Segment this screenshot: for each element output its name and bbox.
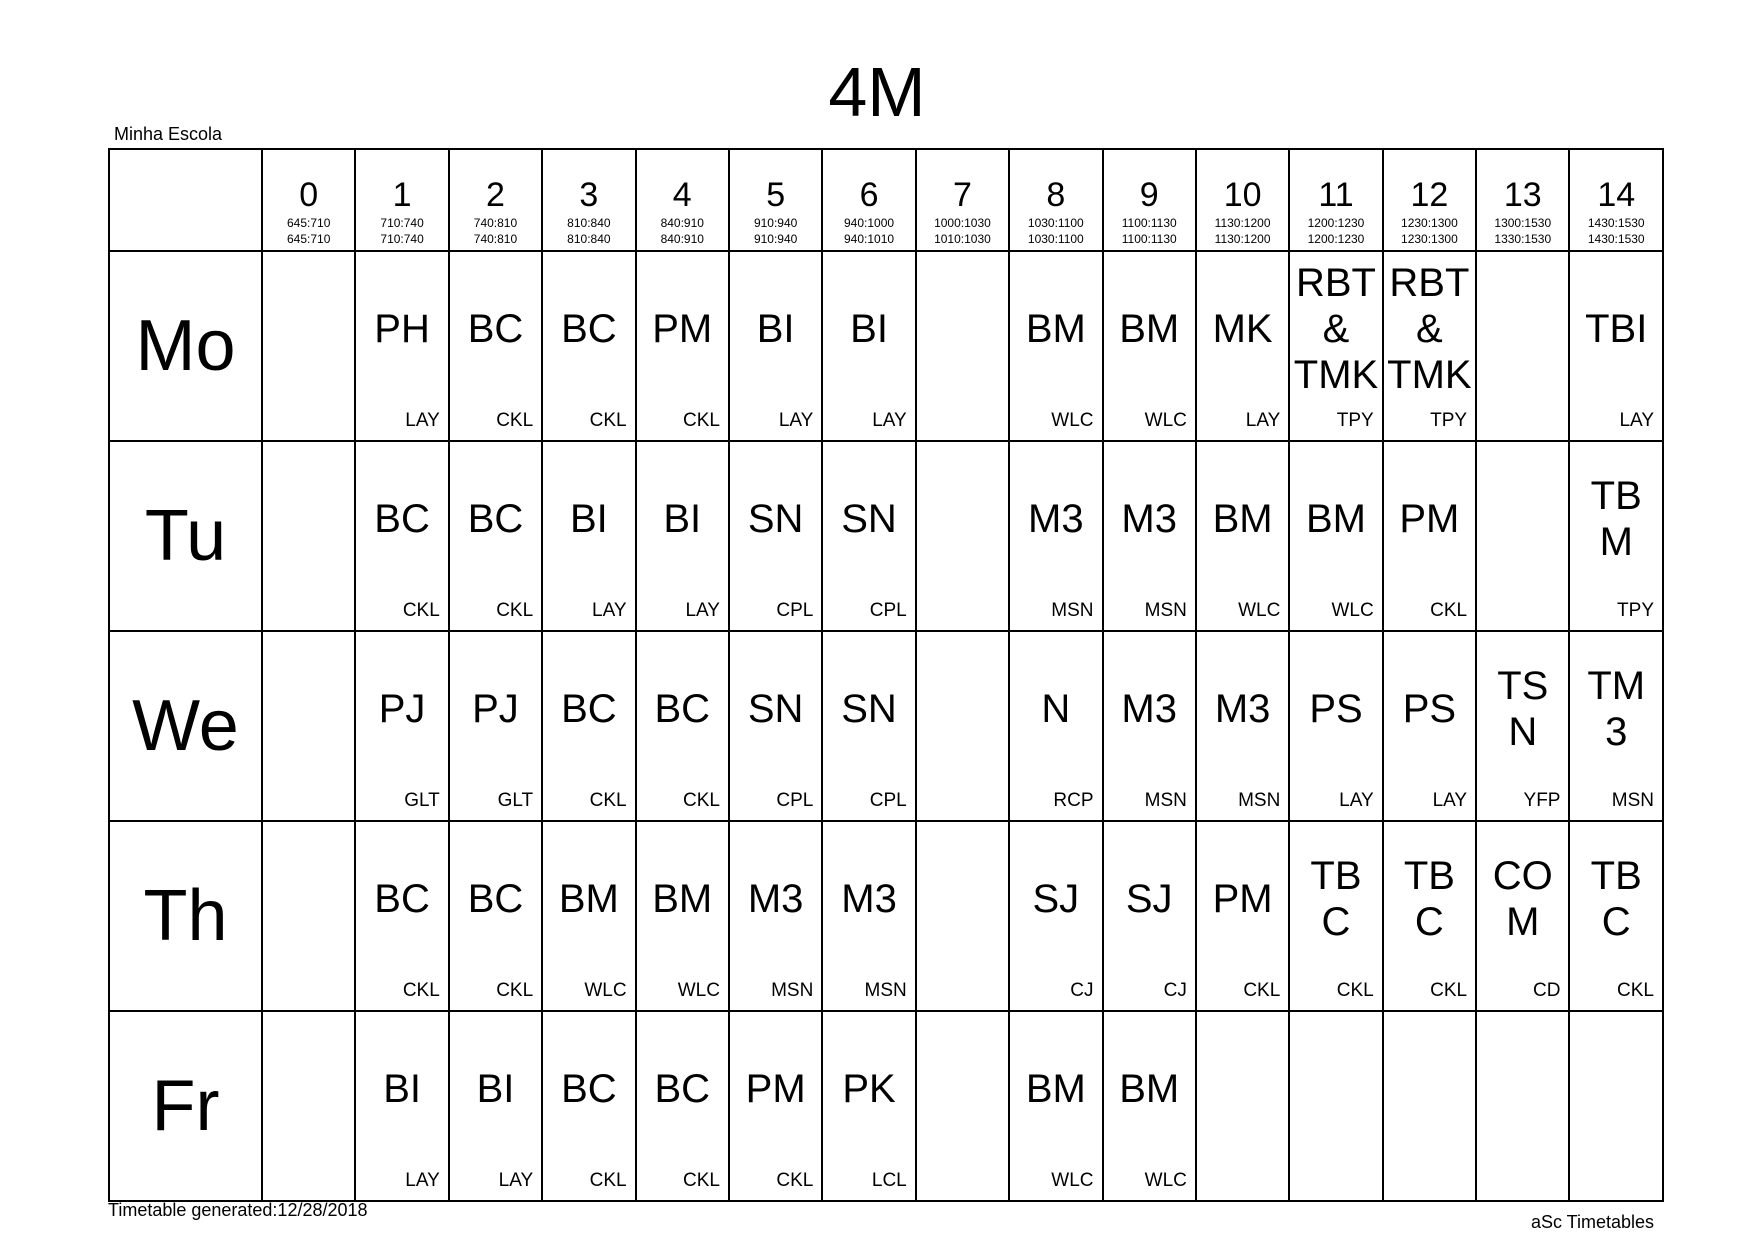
- subject-code: M3: [747, 877, 804, 921]
- teacher-code: LAY: [1619, 410, 1654, 431]
- teacher-code: CKL: [589, 1170, 627, 1191]
- lesson-cell: [1383, 821, 1476, 1011]
- lesson-cell: [355, 441, 448, 631]
- teacher-code: LAY: [1245, 410, 1281, 431]
- period-header: [1383, 149, 1476, 251]
- lesson-cell: [1476, 631, 1569, 821]
- brand-label: aSc Timetables: [1530, 1212, 1654, 1232]
- subject-code: BC: [374, 497, 430, 541]
- subject-code: TB C: [1590, 854, 1642, 944]
- teacher-code: CKL: [1430, 600, 1468, 621]
- subject-code: PK: [842, 1067, 896, 1111]
- lesson-cell: [822, 631, 915, 821]
- lesson-cell: [822, 441, 915, 631]
- teacher-code: LAY: [592, 600, 627, 621]
- teacher-code: CPL: [869, 600, 907, 621]
- lesson-cell: [355, 821, 448, 1011]
- teacher-code: LCL: [871, 1170, 907, 1191]
- teacher-code: LAY: [685, 600, 720, 621]
- subject-code: BM: [558, 877, 619, 921]
- period-number: 1: [392, 176, 412, 214]
- period-time: 810:840: [567, 216, 611, 230]
- period-time: 840:910: [660, 216, 704, 230]
- period-number: 4: [672, 176, 692, 214]
- lesson-cell: [542, 441, 635, 631]
- subject-code: PM: [1399, 497, 1460, 541]
- teacher-code: WLC: [677, 980, 720, 1001]
- lesson-cell: [355, 1011, 448, 1201]
- period-number: 0: [299, 176, 319, 214]
- subject-code: SN: [747, 687, 804, 731]
- subject-code: SN: [841, 687, 897, 731]
- period-time: 910:940: [753, 232, 798, 246]
- period-time: 940:1010: [844, 232, 895, 246]
- subject-code: BM: [1212, 497, 1273, 541]
- subject-code: TS N: [1497, 664, 1549, 754]
- lesson-cell: [542, 251, 635, 441]
- period-time: 1000:1030: [934, 216, 991, 230]
- period-time: 840:910: [660, 232, 704, 246]
- teacher-code: CKL: [496, 600, 534, 621]
- teacher-code: CKL: [1336, 980, 1374, 1001]
- subject-code: PS: [1309, 687, 1363, 731]
- teacher-code: CKL: [1617, 980, 1654, 1001]
- teacher-code: LAY: [405, 410, 440, 431]
- lesson-cell: [1103, 1011, 1196, 1201]
- lesson-cell: [1009, 821, 1102, 1011]
- lesson-cell: [1009, 1011, 1102, 1201]
- lesson-cell: [729, 631, 822, 821]
- lesson-cell: [729, 441, 822, 631]
- lesson-cell: [1196, 251, 1289, 441]
- subject-code: BI: [383, 1067, 421, 1111]
- subject-code: M3: [1121, 497, 1177, 541]
- lesson-cell: [636, 1011, 729, 1201]
- period-header: [1196, 149, 1289, 251]
- day-row: [109, 1011, 1663, 1201]
- teacher-code: RCP: [1053, 790, 1094, 811]
- period-time: 740:810: [473, 216, 518, 230]
- lesson-cell: [542, 821, 635, 1011]
- period-time: 1200:1230: [1307, 232, 1365, 246]
- teacher-code: MSN: [1238, 790, 1281, 811]
- teacher-code: CKL: [682, 1170, 720, 1191]
- subject-code: SN: [747, 497, 804, 541]
- lesson-cell: [822, 821, 915, 1011]
- period-header: [1009, 149, 1102, 251]
- teacher-code: CKL: [1243, 980, 1281, 1001]
- subject-code: PM: [652, 307, 713, 351]
- period-time: 940:1000: [844, 216, 895, 230]
- lesson-cell: [1103, 631, 1196, 821]
- corner-cell: [109, 149, 262, 251]
- day-row: [109, 821, 1663, 1011]
- lesson-cell: [1196, 821, 1289, 1011]
- school-name: Minha Escola: [114, 124, 223, 144]
- lesson-cell: [1289, 441, 1382, 631]
- period-number: 9: [1139, 176, 1159, 214]
- lesson-cell: [1196, 631, 1289, 821]
- teacher-code: CD: [1533, 980, 1561, 1001]
- lesson-cell: [729, 821, 822, 1011]
- period-time: 1330:1530: [1494, 232, 1552, 246]
- period-header: [355, 149, 448, 251]
- subject-code: RBT & TMK: [1387, 261, 1472, 397]
- day-row: [109, 631, 1663, 821]
- subject-code: BC: [467, 307, 524, 351]
- teacher-code: LAY: [778, 410, 814, 431]
- subject-code: MK: [1212, 307, 1273, 351]
- lesson-cell: [449, 251, 542, 441]
- lesson-cell: [916, 1011, 1009, 1201]
- day-label: Fr: [109, 1011, 262, 1201]
- period-time: 1300:1530: [1494, 216, 1552, 230]
- teacher-code: CKL: [589, 790, 627, 811]
- lesson-cell: [449, 821, 542, 1011]
- period-time: 910:940: [753, 216, 798, 230]
- lesson-cell: [1289, 631, 1382, 821]
- period-time: 1230:1300: [1401, 216, 1458, 230]
- period-time: 1010:1030: [934, 232, 991, 246]
- period-header: [542, 149, 635, 251]
- period-header: [1289, 149, 1382, 251]
- teacher-code: CKL: [496, 410, 534, 431]
- period-number: 3: [579, 176, 599, 214]
- lesson-cell: [449, 1011, 542, 1201]
- teacher-code: CPL: [776, 600, 814, 621]
- subject-code: BM: [652, 877, 713, 921]
- lesson-cell: [916, 821, 1009, 1011]
- teacher-code: MSN: [1051, 600, 1094, 621]
- lesson-cell: [1383, 441, 1476, 631]
- subject-code: BC: [654, 687, 711, 731]
- teacher-code: CKL: [589, 410, 627, 431]
- lesson-cell: [729, 251, 822, 441]
- period-header: [449, 149, 542, 251]
- subject-code: TB M: [1590, 474, 1642, 564]
- subject-code: BC: [561, 1067, 617, 1111]
- subject-code: TB C: [1310, 854, 1362, 944]
- lesson-cell: [1009, 631, 1102, 821]
- teacher-code: LAY: [405, 1170, 440, 1191]
- lesson-cell: [262, 1011, 355, 1201]
- lesson-cell: [916, 251, 1009, 441]
- teacher-code: WLC: [1331, 600, 1374, 621]
- teacher-code: MSN: [1144, 790, 1187, 811]
- period-number: 12: [1410, 176, 1449, 214]
- teacher-code: WLC: [1238, 600, 1281, 621]
- teacher-code: GLT: [497, 790, 534, 811]
- lesson-cell: [1009, 441, 1102, 631]
- subject-code: BI: [569, 497, 608, 541]
- teacher-code: LAY: [1432, 790, 1468, 811]
- subject-code: BC: [654, 1067, 711, 1111]
- teacher-code: TPY: [1336, 410, 1374, 431]
- subject-code: PM: [745, 1067, 806, 1111]
- period-time: 1430:1530: [1587, 232, 1645, 246]
- lesson-cell: [1569, 631, 1663, 821]
- period-number: 6: [859, 176, 879, 214]
- lesson-cell: [1476, 251, 1569, 441]
- teacher-code: CKL: [682, 410, 720, 431]
- teacher-code: WLC: [1144, 410, 1187, 431]
- lesson-cell: [262, 251, 355, 441]
- lesson-cell: [1196, 1011, 1289, 1201]
- teacher-code: CPL: [869, 790, 907, 811]
- period-time: 1200:1230: [1307, 216, 1365, 230]
- day-label: Mo: [109, 251, 262, 441]
- period-time: 1100:1130: [1121, 216, 1177, 230]
- teacher-code: MSN: [1144, 600, 1187, 621]
- subject-code: BC: [374, 877, 430, 921]
- lesson-cell: [1196, 441, 1289, 631]
- lesson-cell: [355, 251, 448, 441]
- subject-code: SN: [841, 497, 897, 541]
- period-time: 645:710: [287, 216, 331, 230]
- lesson-cell: [355, 631, 448, 821]
- lesson-cell: [916, 441, 1009, 631]
- subject-code: CO M: [1492, 854, 1553, 944]
- teacher-code: CPL: [776, 790, 814, 811]
- period-number: 5: [766, 176, 786, 214]
- teacher-code: WLC: [1051, 1170, 1094, 1191]
- period-header: [262, 149, 355, 251]
- lesson-cell: [729, 1011, 822, 1201]
- timetable: [108, 148, 1664, 1202]
- teacher-code: GLT: [404, 790, 440, 811]
- subject-code: BC: [561, 307, 617, 351]
- period-header-row: [109, 149, 1663, 251]
- lesson-cell: [449, 441, 542, 631]
- teacher-code: CKL: [402, 600, 440, 621]
- teacher-code: MSN: [771, 980, 814, 1001]
- subject-code: BI: [476, 1067, 515, 1111]
- period-header: [916, 149, 1009, 251]
- period-time: 1100:1130: [1121, 232, 1177, 246]
- subject-code: BI: [756, 307, 795, 351]
- lesson-cell: [822, 251, 915, 441]
- lesson-cell: [1103, 441, 1196, 631]
- period-time: 1230:1300: [1401, 232, 1458, 246]
- lesson-cell: [1569, 441, 1663, 631]
- generated-date: Timetable generated:12/28/2018: [108, 1200, 368, 1220]
- day-label: Th: [109, 821, 262, 1011]
- subject-code: PJ: [378, 687, 426, 731]
- period-time: 740:810: [473, 232, 518, 246]
- teacher-code: TPY: [1430, 410, 1468, 431]
- lesson-cell: [822, 1011, 915, 1201]
- period-number: 8: [1046, 176, 1066, 214]
- day-label: We: [109, 631, 262, 821]
- subject-code: BM: [1119, 1067, 1180, 1111]
- lesson-cell: [1289, 1011, 1382, 1201]
- subject-code: PH: [374, 307, 430, 351]
- subject-code: BI: [663, 497, 702, 541]
- teacher-code: WLC: [584, 980, 627, 1001]
- lesson-cell: [1569, 1011, 1663, 1201]
- period-time: 1130:1200: [1214, 232, 1271, 246]
- subject-code: M3: [1121, 687, 1177, 731]
- timetable-body: [109, 251, 1663, 1201]
- lesson-cell: [1476, 1011, 1569, 1201]
- period-number: 13: [1503, 176, 1542, 214]
- teacher-code: CKL: [776, 1170, 814, 1191]
- subject-code: SJ: [1125, 877, 1173, 921]
- subject-code: PJ: [472, 687, 519, 731]
- subject-code: BC: [561, 687, 617, 731]
- teacher-code: CKL: [682, 790, 720, 811]
- period-header: [1569, 149, 1663, 251]
- lesson-cell: [636, 631, 729, 821]
- lesson-cell: [1103, 251, 1196, 441]
- lesson-cell: [542, 1011, 635, 1201]
- subject-code: SJ: [1032, 877, 1080, 921]
- period-number: 11: [1318, 176, 1354, 214]
- period-number: 14: [1597, 176, 1636, 214]
- subject-code: BI: [850, 307, 888, 351]
- subject-code: BC: [467, 877, 524, 921]
- lesson-cell: [542, 631, 635, 821]
- period-time: 710:740: [380, 216, 424, 230]
- lesson-cell: [1383, 631, 1476, 821]
- period-time: 1130:1200: [1214, 216, 1271, 230]
- subject-code: TB C: [1403, 854, 1455, 944]
- period-header: [822, 149, 915, 251]
- period-header: [1103, 149, 1196, 251]
- period-number: 10: [1223, 176, 1262, 214]
- subject-code: PS: [1402, 687, 1457, 731]
- teacher-code: MSN: [864, 980, 907, 1001]
- subject-code: RBT & TMK: [1293, 261, 1379, 397]
- lesson-cell: [1476, 821, 1569, 1011]
- subject-code: BC: [467, 497, 524, 541]
- lesson-cell: [1009, 251, 1102, 441]
- lesson-cell: [1569, 821, 1663, 1011]
- lesson-cell: [262, 441, 355, 631]
- period-time: 1030:1100: [1027, 232, 1084, 246]
- teacher-code: LAY: [498, 1170, 534, 1191]
- teacher-code: MSN: [1611, 790, 1654, 811]
- period-time: 810:840: [567, 232, 611, 246]
- lesson-cell: [1383, 251, 1476, 441]
- lesson-cell: [1103, 821, 1196, 1011]
- lesson-cell: [636, 441, 729, 631]
- period-header: [636, 149, 729, 251]
- lesson-cell: [916, 631, 1009, 821]
- subject-code: N: [1041, 687, 1071, 731]
- subject-code: M3: [1028, 497, 1084, 541]
- period-header: [729, 149, 822, 251]
- teacher-code: CKL: [402, 980, 440, 1001]
- period-time: 710:740: [380, 232, 424, 246]
- teacher-code: LAY: [1339, 790, 1374, 811]
- subject-code: BM: [1305, 497, 1366, 541]
- period-time: 645:710: [287, 232, 331, 246]
- teacher-code: CJ: [1163, 980, 1187, 1001]
- lesson-cell: [1289, 251, 1382, 441]
- subject-code: M3: [841, 877, 897, 921]
- lesson-cell: [1476, 441, 1569, 631]
- lesson-cell: [1383, 1011, 1476, 1201]
- lesson-cell: [262, 821, 355, 1011]
- period-header: [1476, 149, 1569, 251]
- teacher-code: CKL: [1430, 980, 1468, 1001]
- page-title: 4M: [828, 53, 926, 131]
- subject-code: PM: [1212, 877, 1273, 921]
- subject-code: TBI: [1585, 307, 1648, 351]
- teacher-code: CKL: [496, 980, 534, 1001]
- period-number: 7: [952, 176, 972, 214]
- teacher-code: YFP: [1523, 790, 1561, 811]
- teacher-code: TPY: [1617, 600, 1654, 621]
- teacher-code: WLC: [1144, 1170, 1187, 1191]
- teacher-code: LAY: [872, 410, 907, 431]
- day-row: [109, 251, 1663, 441]
- teacher-code: CJ: [1070, 980, 1094, 1001]
- lesson-cell: [1289, 821, 1382, 1011]
- teacher-code: WLC: [1051, 410, 1094, 431]
- period-time: 1430:1530: [1587, 216, 1645, 230]
- lesson-cell: [1569, 251, 1663, 441]
- subject-code: BM: [1025, 307, 1086, 351]
- lesson-cell: [449, 631, 542, 821]
- subject-code: BM: [1025, 1067, 1086, 1111]
- subject-code: M3: [1214, 687, 1271, 731]
- lesson-cell: [636, 821, 729, 1011]
- subject-code: BM: [1119, 307, 1180, 351]
- day-label: Tu: [109, 441, 262, 631]
- period-number: 2: [486, 176, 505, 214]
- period-time: 1030:1100: [1027, 216, 1084, 230]
- subject-code: TM 3: [1587, 664, 1646, 754]
- lesson-cell: [636, 251, 729, 441]
- day-row: [109, 441, 1663, 631]
- lesson-cell: [262, 631, 355, 821]
